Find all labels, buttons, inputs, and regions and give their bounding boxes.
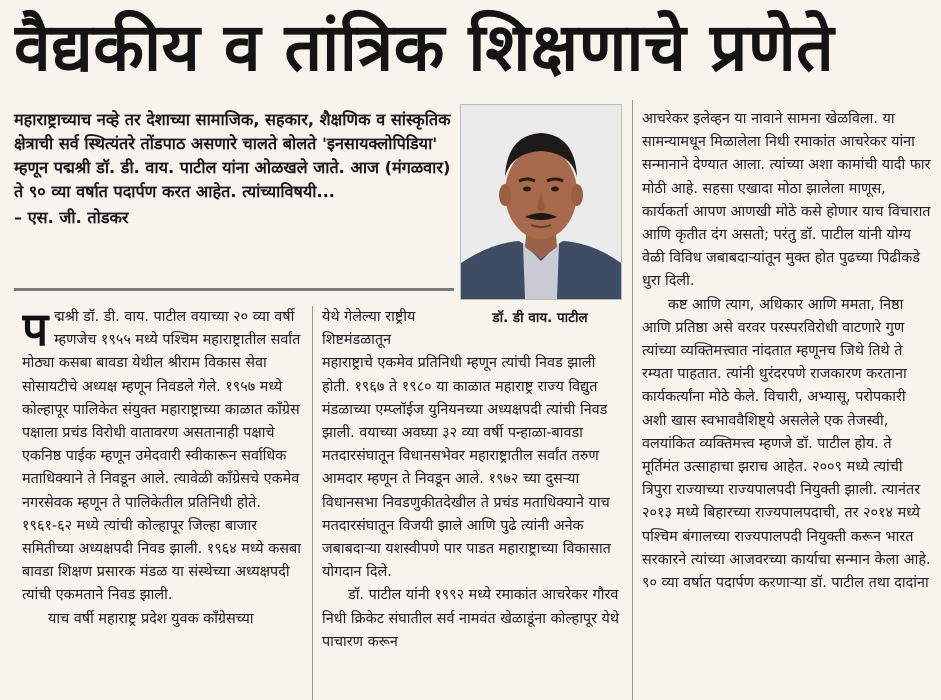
intro-divider bbox=[14, 288, 454, 291]
paragraph: आचरेकर इलेव्हन या नावाने सामना खेळविला. या सामन्यामधून मिळालेला निधी रमाकांत आचरेकर यांना सन्मानाने देण्यात आला. त्यांच्या अशा कामांची यादी फार मोठी आहे. सहसा एखादा मोठा झालेला माणूस, कार्यकर्ता आपण आणखी मोठे कसे होणार याच विचारात आणि कृतीत दंग असतो; परंतु डॉ. पाटील यांनी योग्य वेळी विविध जबाबदाऱ्यांतून मुक्त होत पुढच्या पिढीकडे धुरा दिली. bbox=[642, 111, 931, 290]
paragraph: याच वर्षी महाराष्ट्र प्रदेश युवक काँग्रेसच्या bbox=[48, 610, 254, 627]
photo-caption: डॉ. डी वाय. पाटील bbox=[492, 310, 588, 326]
article-column-2 bbox=[322, 306, 622, 700]
portrait-photo bbox=[460, 104, 622, 300]
headline: वैद्यकीय व तांत्रिक शिक्षणाचे प्रणेते bbox=[14, 9, 835, 86]
column-divider bbox=[632, 100, 633, 306]
paragraph bbox=[22, 306, 302, 608]
article-column-1 bbox=[22, 306, 302, 700]
paragraph: डॉ. पाटील यांनी १९९२ मध्ये रमाकांत आचरेकर गौरव निधी क्रिकेट संघातील सर्व नामवंत खेळाडूंना कोल्हापूर येथे पाचारण करून bbox=[322, 587, 620, 650]
article-column-3 bbox=[642, 108, 932, 700]
intro-block bbox=[14, 108, 454, 230]
paragraph: शिष्टमंडळातून bbox=[322, 332, 392, 349]
paragraph: महाराष्ट्राचे एकमेव प्रतिनिधी म्हणून त्यांची निवड झाली होती. १९६७ ते १९८० या काळात महाराष्ट्र राज्य विद्युत मंडळाच्या एम्प्लॉईज युनियनच्या अध्यक्षपदी त्यांची निवड झाली. वयाच्या अवघ्या ३२ व्या वर्षी पन्हाळा-बावडा मतदारसंघातून विधानसभेवर महाराष्ट्रातील सर्वांत तरुण आमदार म्हणून ते निवडून आले. १९७२ च्या दुसऱ्या विधानसभा निवडणुकीतदेखील ते प्रचंड मताधिक्याने याच मतदारसंघातून विजयी झाले आणि पुढे त्यांनी अनेक जबाबदाऱ्या यशस्वीपणे पार पाडत महाराष्ट्राच्या विकासात योगदान दिले. bbox=[322, 355, 611, 581]
drop-cap: प bbox=[22, 306, 49, 356]
paragraph: कष्ट आणि त्याग, अधिकार आणि ममता, निष्ठा आणि प्रतिष्ठा असे वरवर परस्परविरोधी वाटणारे गुण त्यांच्या व्यक्तिमत्त्वात नांदतात म्हणूनच जिथे तिथे ते रम्यता पाहतात. त्यांनी धुरंदरपणे राजकारण करताना कार्यकर्त्यांना मोठे केले. विचारी, अभ्यासू, परोपकारी अशी खास स्वभाववैशिष्ट्ये असलेले एक तेजस्वी, वलयांकित व्यक्तिमत्त्व म्हणजे डॉ. पाटील होय. ते मूर्तिमंत उत्साहाचा झराच आहेत. २००९ मध्ये त्यांची त्रिपुरा राज्याच्या राज्यपालपदी नियुक्ती झाली. त्यानंतर २०१३ मध्ये बिहारच्या राज्यपालपदाची, तर २०१४ मध्ये पश्चिम बंगालच्या राज्यपालपदी नियुक्ती करून भारत सरकारने त्यांच्या आजवरच्या कार्याचा सन्मान केला आहे. ९० व्या वर्षात पदार्पण करणाऱ्या डॉ. पाटील तथा दादांना bbox=[642, 296, 931, 592]
column-divider bbox=[312, 306, 313, 700]
column-divider bbox=[632, 306, 633, 700]
paragraph: येथे गेलेल्या राष्ट्रीय bbox=[322, 309, 416, 325]
author-byline: – एस. जी. तोडकर bbox=[14, 208, 129, 227]
intro-text: महाराष्ट्राच्याच नव्हे तर देशाच्या सामाजिक, सहकार, शैक्षणिक व सांस्कृतिक क्षेत्राची सर्व स्थित्यंतरे तोंडपाठ असणारे चालते बोलते 'इनसायक्लोपिडिया' म्हणून पद्मश्री डॉ. डी. वाय. पाटील यांना ओळखले जाते. आज (मंगळवार) ते ९० व्या वर्षात पदार्पण करत आहेत. त्यांच्याविषयी... bbox=[14, 110, 451, 201]
paragraph-text: द्मश्री डॉ. डी. वाय. पाटील वयाच्या २० व्या वर्षी म्हणजेच १९५५ मध्ये पश्चिम महाराष्ट्रातील सर्वांत मोठ्या कसबा बावडा येथील श्रीराम विकास सेवा सोसायटीचे अध्यक्ष म्हणून निवडले गेले. १९५७ मध्ये कोल्हापूर पालिकेत संयुक्त महाराष्ट्राच्या काळात काँग्रेस पक्षाला प्रचंड विरोधी वातावरण असतानाही पक्षाचे एकनिष्ठ पाईक म्हणून उमेदवारी स्वीकारून सर्वाधिक मताधिक्याने ते निवडून आले. त्यावेळी काँग्रेसचे एकमेव नगरसेवक म्हणून ते पालिकेतील प्रतिनिधी होते. १९६१-६२ मध्ये त्यांची कोल्हापूर जिल्हा बाजार समितीच्या अध्यक्षपदी निवड झाली. १९६४ मध्ये कसबा बावडा शिक्षण प्रसारक मंडळ या संस्थेच्या अध्यक्षपदी त्यांची एकमताने निवड झाली. bbox=[22, 309, 301, 604]
portrait-illustration bbox=[461, 105, 621, 299]
